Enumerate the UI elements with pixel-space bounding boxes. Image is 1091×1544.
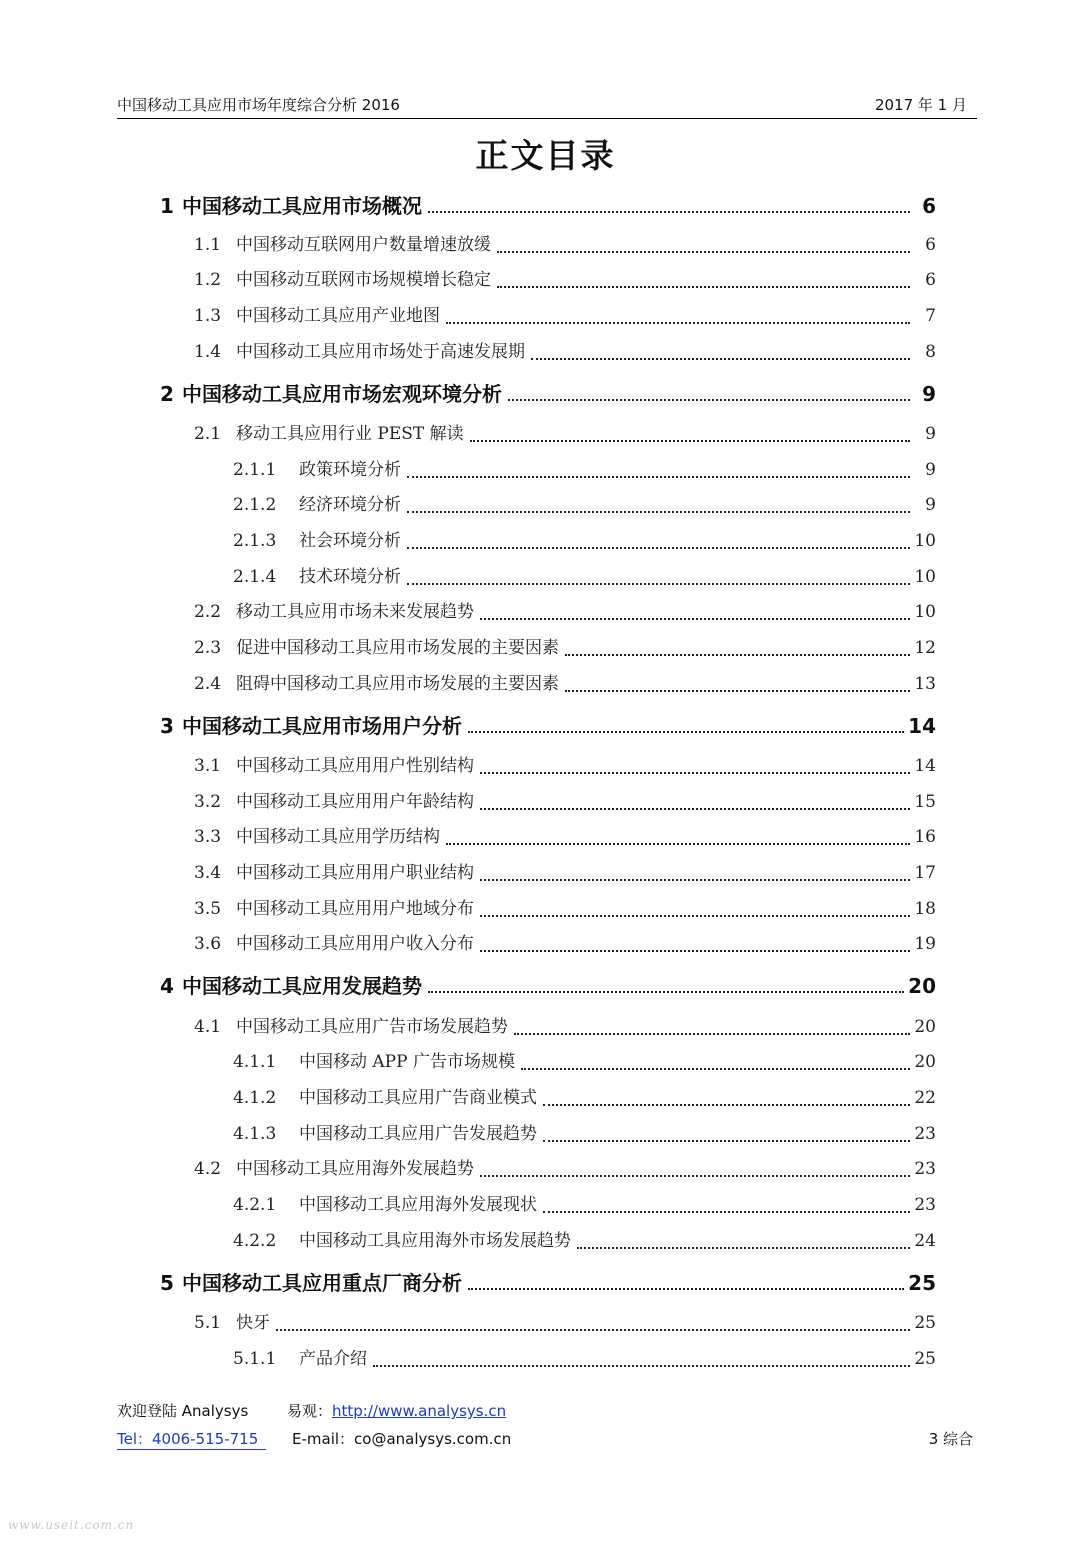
toc-entry-number: 5.1 bbox=[194, 1313, 222, 1333]
toc-entry-number: 3 bbox=[160, 714, 174, 738]
toc-entry-title: 中国移动工具应用广告发展趋势 bbox=[299, 1124, 537, 1144]
toc-entry-number: 4.1 bbox=[194, 1017, 222, 1037]
toc-entry-number: 2.4 bbox=[194, 674, 222, 694]
toc-entry-number: 1.3 bbox=[194, 306, 222, 326]
toc-entry-page: 14 bbox=[908, 714, 936, 738]
toc-entry-page: 6 bbox=[925, 270, 936, 290]
toc-entry[interactable] bbox=[194, 419, 936, 449]
toc-dot-leader bbox=[373, 1364, 910, 1367]
toc-dot-leader bbox=[480, 914, 910, 917]
toc-entry-title: 中国移动工具应用用户地域分布 bbox=[236, 899, 474, 919]
toc-dot-leader bbox=[407, 582, 910, 585]
toc-dot-leader bbox=[565, 689, 910, 692]
toc-entry-number: 1.4 bbox=[194, 342, 222, 362]
toc-dot-leader bbox=[497, 250, 910, 253]
toc-entry-title: 中国移动工具应用海外发展现状 bbox=[299, 1195, 537, 1215]
toc-dot-leader bbox=[480, 1174, 910, 1177]
toc-entry-title: 中国移动工具应用海外市场发展趋势 bbox=[299, 1231, 571, 1251]
toc-entry[interactable] bbox=[194, 265, 936, 295]
toc-entry-title: 中国移动工具应用广告市场发展趋势 bbox=[236, 1017, 508, 1037]
toc-entry[interactable] bbox=[233, 1190, 936, 1220]
toc-entry-title: 经济环境分析 bbox=[299, 495, 401, 515]
toc-entry-page: 22 bbox=[914, 1088, 936, 1108]
toc-entry-title: 阻碍中国移动工具应用市场发展的主要因素 bbox=[236, 674, 559, 694]
toc-entry-number: 2.1.2 bbox=[233, 495, 277, 515]
toc-entry-title: 技术环境分析 bbox=[299, 567, 401, 587]
toc-entry-page: 12 bbox=[914, 638, 936, 658]
toc-dot-leader bbox=[543, 1210, 910, 1213]
toc-dot-leader bbox=[428, 210, 910, 213]
toc-entry-page: 20 bbox=[908, 974, 936, 998]
toc-entry[interactable] bbox=[233, 455, 936, 485]
toc-entry[interactable] bbox=[233, 1083, 936, 1113]
toc-entry-number: 5 bbox=[160, 1271, 174, 1295]
toc-entry-title: 中国移动工具应用学历结构 bbox=[236, 827, 440, 847]
toc-entry[interactable] bbox=[160, 378, 936, 408]
toc-entry-number: 3.6 bbox=[194, 934, 222, 954]
toc-entry-page: 20 bbox=[914, 1052, 936, 1072]
toc-dot-leader bbox=[407, 510, 910, 513]
toc-entry-number: 2.1 bbox=[194, 424, 222, 444]
toc-entry-title: 中国移动 APP 广告市场规模 bbox=[299, 1052, 515, 1072]
watermark: www.useit.com.cn bbox=[8, 1518, 135, 1532]
toc-entry[interactable] bbox=[194, 858, 936, 888]
toc-entry[interactable] bbox=[194, 929, 936, 959]
toc-entry[interactable] bbox=[233, 1047, 936, 1077]
toc-entry-number: 3.2 bbox=[194, 792, 222, 812]
toc-entry-page: 6 bbox=[922, 194, 936, 218]
page-header bbox=[117, 92, 977, 119]
toc-dot-leader bbox=[446, 842, 910, 845]
toc-entry[interactable] bbox=[194, 1012, 936, 1042]
toc-dot-leader bbox=[468, 730, 904, 733]
footer-email: E-mail：co@analysys.com.cn bbox=[292, 1430, 512, 1448]
footer-website-label: 易观： bbox=[287, 1402, 333, 1420]
toc-entry-number: 4.2.2 bbox=[233, 1231, 277, 1251]
toc-entry-title: 中国移动工具应用用户收入分布 bbox=[236, 934, 474, 954]
toc-entry[interactable] bbox=[160, 190, 936, 220]
toc-entry[interactable] bbox=[194, 337, 936, 367]
toc-dot-leader bbox=[480, 807, 910, 810]
toc-entry-title: 中国移动工具应用市场概况 bbox=[182, 194, 422, 218]
toc-entry-title: 中国移动工具应用用户年龄结构 bbox=[236, 792, 474, 812]
toc-entry-page: 9 bbox=[925, 424, 936, 444]
toc-entry-title: 中国移动工具应用重点厂商分析 bbox=[182, 1271, 462, 1295]
toc-entry-page: 18 bbox=[914, 899, 936, 919]
toc-entry[interactable] bbox=[194, 751, 936, 781]
toc-entry-title: 快牙 bbox=[236, 1313, 270, 1333]
toc-entry[interactable] bbox=[194, 669, 936, 699]
toc-entry-number: 3.4 bbox=[194, 863, 222, 883]
toc-dot-leader bbox=[577, 1246, 910, 1249]
toc-entry-page: 10 bbox=[914, 567, 936, 587]
toc-entry-title: 中国移动工具应用广告商业模式 bbox=[299, 1088, 537, 1108]
toc-entry[interactable] bbox=[233, 562, 936, 592]
toc-entry-title: 移动工具应用行业 PEST 解读 bbox=[236, 424, 464, 444]
toc-dot-leader bbox=[565, 653, 910, 656]
toc-entry[interactable] bbox=[194, 894, 936, 924]
toc-entry-page: 23 bbox=[914, 1124, 936, 1144]
toc-entry[interactable] bbox=[233, 490, 936, 520]
toc-entry[interactable] bbox=[194, 1308, 936, 1338]
toc-entry[interactable] bbox=[160, 710, 936, 740]
header-document-title: 中国移动工具应用市场年度综合分析 2016 bbox=[117, 96, 400, 114]
toc-entry[interactable] bbox=[194, 301, 936, 331]
toc-entry-number: 1.1 bbox=[194, 235, 222, 255]
toc-dot-leader bbox=[480, 771, 910, 774]
toc-entry-page: 25 bbox=[908, 1271, 936, 1295]
toc-entry-number: 1.2 bbox=[194, 270, 222, 290]
toc-entry-number: 2.1.1 bbox=[233, 460, 277, 480]
toc-entry-title: 中国移动工具应用市场处于高速发展期 bbox=[236, 342, 525, 362]
toc-entry-title: 中国移动工具应用产业地图 bbox=[236, 306, 440, 326]
toc-entry-title: 中国移动工具应用发展趋势 bbox=[182, 974, 422, 998]
toc-entry-number: 3.5 bbox=[194, 899, 222, 919]
footer-phone: Tel：4006-515-715 bbox=[117, 1428, 266, 1450]
toc-entry-title: 中国移动互联网用户数量增速放缓 bbox=[236, 235, 491, 255]
toc-entry[interactable] bbox=[194, 633, 936, 663]
toc-entry-page: 14 bbox=[914, 756, 936, 776]
toc-entry-page: 9 bbox=[925, 495, 936, 515]
toc-entry[interactable] bbox=[233, 1226, 936, 1256]
toc-entry-page: 8 bbox=[925, 342, 936, 362]
page-number: 3 综合 bbox=[928, 1430, 973, 1448]
toc-dot-leader bbox=[468, 1287, 904, 1290]
toc-entry-number: 2.1.4 bbox=[233, 567, 277, 587]
toc-entry-title: 移动工具应用市场未来发展趋势 bbox=[236, 602, 474, 622]
toc-entry-page: 25 bbox=[914, 1313, 936, 1333]
toc-entry-number: 4.1.3 bbox=[233, 1124, 277, 1144]
footer-website bbox=[287, 1400, 506, 1421]
toc-dot-leader bbox=[480, 878, 910, 881]
toc-entry-title: 中国移动工具应用海外发展趋势 bbox=[236, 1159, 474, 1179]
toc-entry-title: 中国移动工具应用市场用户分析 bbox=[182, 714, 462, 738]
toc-entry-title: 中国移动互联网市场规模增长稳定 bbox=[236, 270, 491, 290]
toc-entry-number: 4.1.2 bbox=[233, 1088, 277, 1108]
toc-entry-title: 中国移动工具应用市场宏观环境分析 bbox=[182, 382, 502, 406]
toc-entry-number: 2.3 bbox=[194, 638, 222, 658]
toc-entry[interactable] bbox=[233, 1119, 936, 1149]
toc-entry-number: 4.2.1 bbox=[233, 1195, 277, 1215]
toc-entry-number: 4.1.1 bbox=[233, 1052, 277, 1072]
toc-entry-page: 13 bbox=[914, 674, 936, 694]
toc-entry-page: 19 bbox=[914, 934, 936, 954]
toc-entry-number: 3.3 bbox=[194, 827, 222, 847]
toc-entry-page: 10 bbox=[914, 531, 936, 551]
footer-welcome-text: 欢迎登陆 Analysys bbox=[117, 1402, 249, 1420]
toc-dot-leader bbox=[514, 1032, 910, 1035]
toc-entry[interactable] bbox=[194, 1154, 936, 1184]
toc-dot-leader bbox=[543, 1103, 910, 1106]
toc-dot-leader bbox=[480, 949, 910, 952]
toc-entry-page: 24 bbox=[914, 1231, 936, 1251]
toc-entry-number: 1 bbox=[160, 194, 174, 218]
toc-dot-leader bbox=[521, 1067, 910, 1070]
toc-entry-page: 6 bbox=[925, 235, 936, 255]
toc-dot-leader bbox=[407, 546, 910, 549]
toc-entry-title: 促进中国移动工具应用市场发展的主要因素 bbox=[236, 638, 559, 658]
toc-entry-page: 7 bbox=[925, 306, 936, 326]
toc-entry-title: 政策环境分析 bbox=[299, 460, 401, 480]
toc-entry-page: 16 bbox=[914, 827, 936, 847]
toc-entry-number: 2.1.3 bbox=[233, 531, 277, 551]
toc-entry-page: 9 bbox=[925, 460, 936, 480]
toc-entry-page: 9 bbox=[922, 382, 936, 406]
toc-entry-page: 17 bbox=[914, 863, 936, 883]
toc-dot-leader bbox=[446, 321, 910, 324]
toc-entry-page: 10 bbox=[914, 602, 936, 622]
toc-entry[interactable] bbox=[194, 822, 936, 852]
toc-entry-title: 社会环境分析 bbox=[299, 531, 401, 551]
toc-dot-leader bbox=[497, 285, 910, 288]
website-link[interactable]: http://www.analysys.cn bbox=[332, 1402, 507, 1420]
toc-entry-title: 中国移动工具应用用户性别结构 bbox=[236, 756, 474, 776]
toc-entry[interactable] bbox=[233, 526, 936, 556]
toc-entry[interactable] bbox=[194, 787, 936, 817]
toc-dot-leader bbox=[470, 439, 910, 442]
toc-dot-leader bbox=[543, 1139, 910, 1142]
toc-entry[interactable] bbox=[160, 1267, 936, 1297]
toc-entry-page: 15 bbox=[914, 792, 936, 812]
page-title: 正文目录 bbox=[475, 136, 616, 175]
toc-entry-number: 2.2 bbox=[194, 602, 222, 622]
toc-dot-leader bbox=[276, 1328, 910, 1331]
toc-entry[interactable] bbox=[233, 1344, 936, 1374]
toc-entry-number: 2 bbox=[160, 382, 174, 406]
toc-dot-leader bbox=[531, 357, 910, 360]
toc-dot-leader bbox=[480, 617, 910, 620]
toc-entry[interactable] bbox=[160, 970, 936, 1000]
toc-dot-leader bbox=[407, 475, 910, 478]
toc-entry-number: 5.1.1 bbox=[233, 1349, 277, 1369]
toc-entry-number: 3.1 bbox=[194, 756, 222, 776]
toc-entry-number: 4.2 bbox=[194, 1159, 222, 1179]
toc-entry-page: 20 bbox=[914, 1017, 936, 1037]
toc-entry-title: 中国移动工具应用用户职业结构 bbox=[236, 863, 474, 883]
page-footer bbox=[117, 1400, 977, 1456]
toc-entry-page: 25 bbox=[914, 1349, 936, 1369]
toc-entry-number: 4 bbox=[160, 974, 174, 998]
toc-entry[interactable] bbox=[194, 230, 936, 260]
toc-entry-title: 产品介绍 bbox=[299, 1349, 367, 1369]
header-date: 2017 年 1 月 bbox=[874, 96, 967, 114]
toc-entry[interactable] bbox=[194, 597, 936, 627]
toc-entry-page: 23 bbox=[914, 1159, 936, 1179]
toc-dot-leader bbox=[508, 398, 910, 401]
toc-entry-page: 23 bbox=[914, 1195, 936, 1215]
toc-dot-leader bbox=[428, 990, 904, 993]
